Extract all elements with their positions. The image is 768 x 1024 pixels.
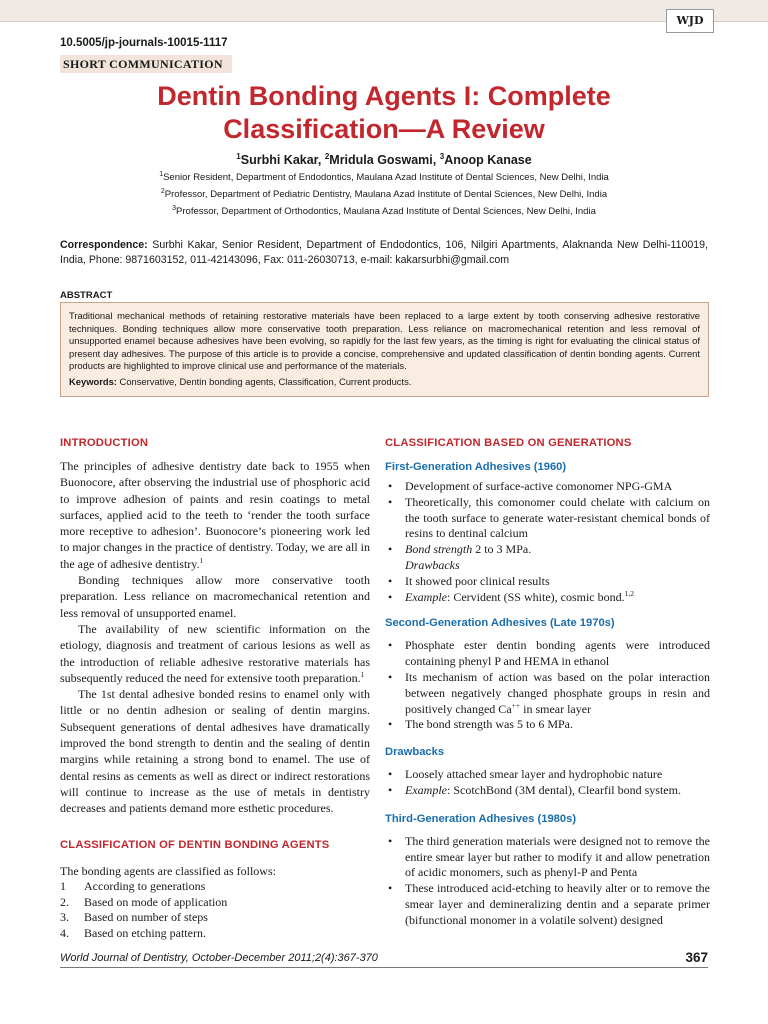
mechanism-text: Its mechanism of action was based on the polar interaction between negatively changed phosphate groups in resin and positively changed Ca bbox=[405, 669, 710, 716]
list-item-text: Based on mode of application bbox=[84, 894, 228, 909]
correspondence bbox=[60, 238, 708, 268]
list-item bbox=[385, 574, 710, 590]
example-value: : ScotchBond (3M dental), Clearfil bond system. bbox=[446, 782, 681, 797]
list-item bbox=[385, 590, 710, 606]
affiliation-3-sup: 3 bbox=[172, 205, 177, 212]
abstract-text: Traditional mechanical methods of retaining restorative materials have been replaced to a large extent by tooth conserving adhesive restorative techniques. Bonding techniques allow more conservative tooth preparation. Less reliance on macromechanical retention and less removal of unsupported enamel because adhesives have been evolving, so rapidly for the last few years, as the timing is right for evaluating the clinical status of present day adhesives. The purpose of this article is to provide a concise, comprehensive and updated classification of dentin bonding agents. Current products are highlighted to improve clinical use and performance of the materials. bbox=[69, 310, 700, 371]
affiliation-2-text: Professor, Department of Pediatric Dentistry, Maulana Azad Institute of Dental Sciences, New Delhi, India bbox=[164, 189, 608, 201]
drawbacks-label bbox=[385, 558, 710, 574]
introduction-heading: INTRODUCTION bbox=[60, 437, 149, 449]
list-item bbox=[60, 926, 370, 942]
affiliation-2-sup: 2 bbox=[160, 188, 165, 195]
affiliation-3-text: Professor, Department of Orthodontics, Maulana Azad Institute of Dental Sciences, New Delhi, India bbox=[176, 206, 596, 218]
abstract-box bbox=[60, 302, 709, 397]
bullet: • bbox=[388, 717, 393, 732]
calcium-charge: ++ bbox=[511, 700, 521, 710]
second-gen-list bbox=[385, 638, 710, 733]
author-1: Surbhi Kakar bbox=[240, 153, 318, 168]
list-item bbox=[385, 881, 710, 928]
list-item-text: The third generation materials were designed not to remove the entire smear layer but rather to modify it and allow penetration of acidic monomers, such as phenyl-P and Penta bbox=[405, 833, 710, 880]
list-item-number: 2. bbox=[60, 894, 69, 909]
list-item-text: The bond strength was 5 to 6 MPa. bbox=[405, 717, 573, 732]
intro-paragraph-2: Bonding techniques allow more conservative tooth preparation. Less reliance on macromechanical retention and less removal of unsupported enamel. bbox=[60, 573, 370, 620]
bullet: • bbox=[388, 767, 393, 782]
list-item bbox=[385, 479, 710, 495]
bullet: • bbox=[388, 494, 393, 509]
list-item bbox=[385, 670, 710, 717]
list-item bbox=[385, 834, 710, 881]
list-item-text: These introduced acid-etching to heavily alter or to remove the smear layer and demineralizing dentin and a separate primer (bifunctional monomer in a volatile solvent) designed bbox=[405, 881, 710, 927]
title-line-2: Classification—A Review bbox=[223, 114, 545, 144]
list-item-text: According to generations bbox=[84, 878, 206, 893]
list-item-text: Theoretically, this comonomer could chelate with calcium on the tooth surface to generate water-resistant chemical bonds of resins to dentinal calcium bbox=[405, 494, 710, 541]
title-line-1: Dentin Bonding Agents I: Complete bbox=[157, 81, 611, 111]
intro-ref-2[interactable]: 1 bbox=[360, 669, 365, 679]
classification-heading: CLASSIFICATION OF DENTIN BONDING AGENTS bbox=[60, 838, 330, 851]
second-gen-heading: Second-Generation Adhesives (Late 1970s) bbox=[385, 617, 615, 630]
affiliation-1 bbox=[60, 171, 708, 183]
list-item-text: Phosphate ester dentin bonding agents were introduced containing phenyl P and HEMA in ethanol bbox=[405, 638, 710, 669]
list-item-text: Loosely attached smear layer and hydrophobic nature bbox=[405, 767, 663, 782]
generations-heading: CLASSIFICATION BASED ON GENERATIONS bbox=[385, 437, 632, 449]
author-1-sup: 1 bbox=[236, 152, 241, 161]
drawbacks-label-text: Drawbacks bbox=[405, 557, 460, 572]
list-item-text: It showed poor clinical results bbox=[405, 573, 550, 588]
bullet: • bbox=[388, 833, 393, 848]
intro-paragraph-1-text: The principles of adhesive dentistry date back to 1955 when Buonocore, after observing the industrial use of phosphoric acid to improve adhesion of paints and resin coatings to metal surfaces, applied acid to the teeth to ‘render the tooth surface more receptive to adhesion’. Buonocore’s pioneering work led to major changes in the practice of dentistry. Today, we are all in the age of adhesive dentistry. bbox=[60, 459, 370, 571]
page-number: 367 bbox=[685, 950, 708, 965]
mechanism-tail: in smear layer bbox=[520, 701, 592, 716]
classification-list bbox=[60, 879, 370, 942]
footer-divider bbox=[60, 967, 708, 968]
list-item-text: Based on number of steps bbox=[84, 910, 208, 925]
left-column bbox=[60, 437, 370, 942]
article-title bbox=[60, 80, 708, 146]
right-column bbox=[385, 437, 710, 929]
list-item-text: Based on etching pattern. bbox=[84, 926, 206, 941]
bullet: • bbox=[388, 589, 393, 604]
bond-strength-label: Bond strength bbox=[405, 542, 473, 557]
list-item-text: Development of surface-active comonomer NPG-GMA bbox=[405, 479, 673, 493]
example-ref[interactable]: 1,2 bbox=[624, 588, 635, 598]
affiliation-3 bbox=[60, 205, 708, 217]
author-2: Mridula Goswami bbox=[329, 153, 433, 168]
example-label: Example bbox=[405, 782, 447, 797]
list-item bbox=[60, 895, 370, 911]
list-item-text bbox=[405, 590, 710, 606]
intro-paragraph-3 bbox=[60, 621, 370, 686]
affiliation-1-sup: 1 bbox=[159, 171, 164, 178]
keywords bbox=[69, 376, 700, 389]
list-item bbox=[385, 717, 710, 733]
affiliation-2 bbox=[60, 188, 708, 200]
author-list: $^1$Surbhi Kakar, $^2$Mridula Goswami, $^3$Anoop Kanase bbox=[236, 152, 532, 168]
bullet: • bbox=[388, 479, 393, 493]
keywords-text: Conservative, Dentin bonding agents, Classification, Current products. bbox=[119, 375, 412, 387]
list-item-text bbox=[405, 783, 710, 799]
list-item bbox=[385, 767, 710, 783]
affiliation-1-text: Senior Resident, Department of Endodontics, Maulana Azad Institute of Dental Sciences, New Delhi, India bbox=[163, 172, 609, 184]
list-item-number: 4. bbox=[60, 926, 69, 941]
intro-paragraph-4: The 1st dental adhesive bonded resins to enamel only with little or no dentin adhesion or sealing of dentin margins. Subsequent generations of dental adhesives have dramatically improved the bond strength to dentin and the sealing of dentin margins while retaining a strong bond to enamel. The use of dental resins as cements as well as direct or indirect restorations will continue to increase as the use of metals in dentistry decreases and patients demand more esthetic procedures. bbox=[60, 687, 370, 816]
third-gen-list bbox=[385, 834, 710, 929]
list-item bbox=[60, 879, 370, 895]
classification-intro: The bonding agents are classified as follows: bbox=[60, 863, 276, 878]
list-item bbox=[385, 542, 710, 558]
section-label: SHORT COMMUNICATION bbox=[60, 55, 232, 73]
header-band bbox=[0, 0, 768, 22]
bullet: • bbox=[388, 638, 393, 653]
first-gen-list bbox=[385, 479, 710, 605]
intro-paragraph-3-text: The availability of new scientific information on the etiology, diagnosis and treatment of carious lesions as well as the introduction of reliable adhesive restorative materials has subsequently reduced the need for extensive tooth preparation. bbox=[60, 621, 370, 685]
list-item bbox=[60, 910, 370, 926]
drawbacks-list bbox=[385, 767, 710, 799]
author-2-sup: 2 bbox=[324, 152, 330, 161]
bullet: • bbox=[388, 542, 393, 557]
example-value: : Cervident (SS white), cosmic bond. bbox=[446, 589, 625, 604]
bullet: • bbox=[388, 782, 393, 797]
first-gen-heading: First-Generation Adhesives (1960) bbox=[385, 461, 567, 473]
correspondence-label: Correspondence: bbox=[60, 239, 148, 251]
bullet: • bbox=[388, 669, 393, 684]
author-3: Anoop Kanase bbox=[444, 153, 532, 168]
list-item bbox=[385, 495, 710, 542]
footer-journal: World Journal of Dentistry, October-December 2011;2(4):367-370 bbox=[60, 952, 378, 964]
list-item bbox=[385, 558, 710, 574]
intro-paragraph-1 bbox=[60, 458, 370, 572]
drawbacks-heading: Drawbacks bbox=[385, 746, 445, 759]
list-item-number: 3. bbox=[60, 910, 69, 925]
example-label: Example bbox=[405, 589, 447, 604]
correspondence-text: Surbhi Kakar, Senior Resident, Department of Endodontics, 106, Nilgiri Apartments, Alaknanda New Delhi-110019, India, Phone: 9871603152, 011-42143096, Fax: 011-26030713, e-mail: kakarsurbhi@gmail.com bbox=[60, 239, 708, 266]
bond-strength-value: 2 to 3 MPa. bbox=[475, 542, 532, 557]
list-item-text bbox=[405, 542, 710, 558]
list-item bbox=[385, 783, 710, 799]
bullet: • bbox=[388, 881, 393, 896]
keywords-label: Keywords: bbox=[69, 375, 117, 387]
abstract-heading: ABSTRACT bbox=[60, 290, 113, 301]
doi[interactable]: 10.5005/jp-journals-10015-1117 bbox=[60, 37, 228, 49]
list-item bbox=[385, 638, 710, 670]
list-item-text bbox=[405, 670, 710, 717]
third-gen-heading: Third-Generation Adhesives (1980s) bbox=[385, 812, 577, 825]
list-item-number: 1 bbox=[60, 878, 66, 893]
bullet: • bbox=[388, 573, 393, 588]
author-3-sup: 3 bbox=[439, 152, 445, 161]
intro-ref-1[interactable]: 1 bbox=[199, 555, 204, 565]
journal-badge: WJD bbox=[666, 9, 714, 33]
